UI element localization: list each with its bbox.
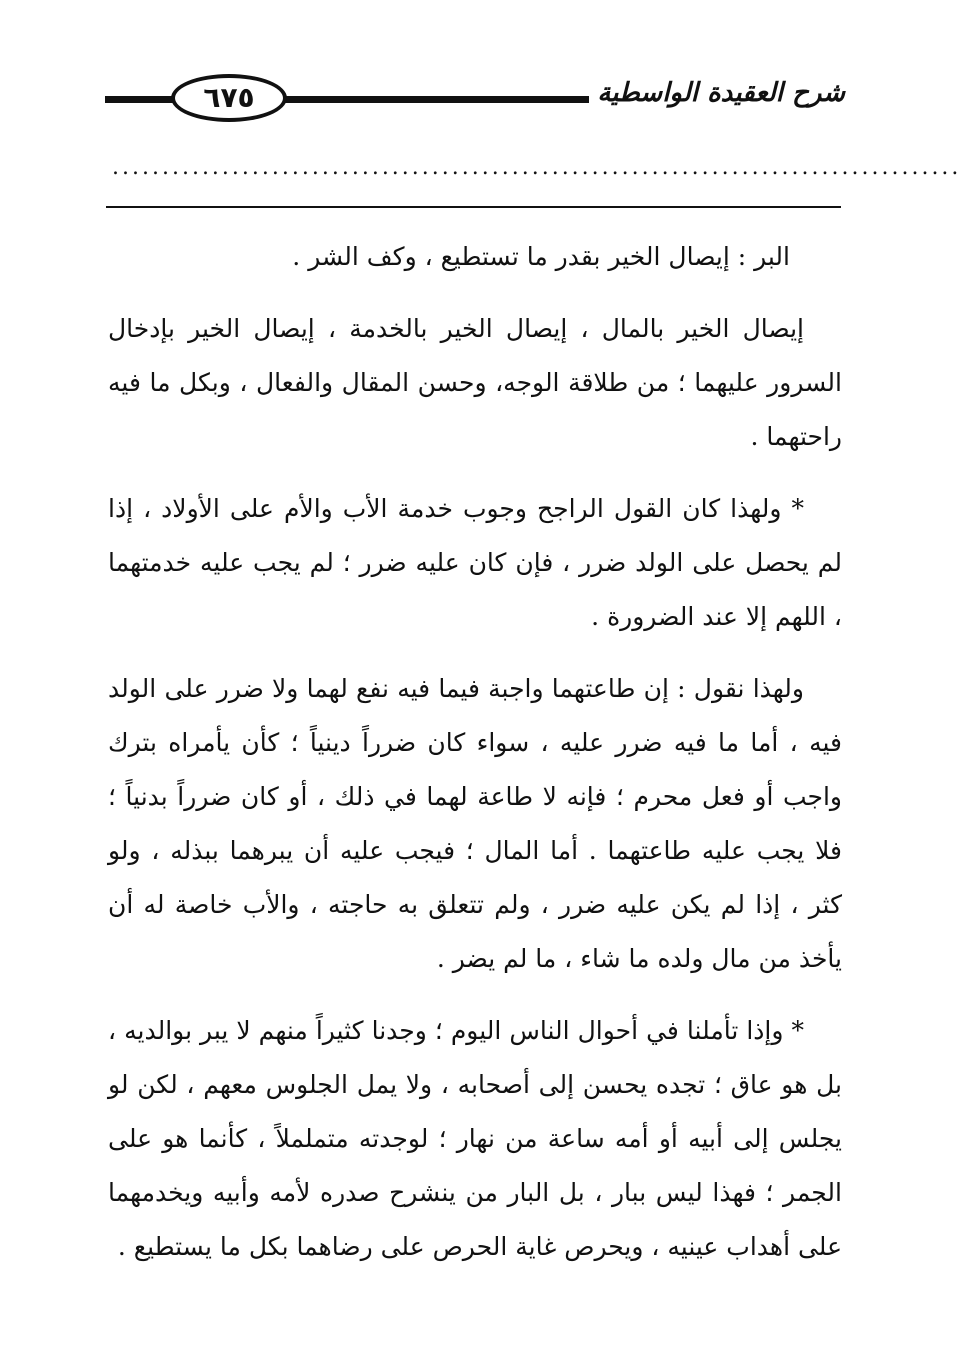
page-header [105,72,845,132]
paragraph-people-today: * وإذا تأملنا في أحوال الناس اليوم ؛ وجدنا كثيراً منهم لا يبر بوالديه ، بل هو عاق ؛ تجده يحسن إلى أصحابه ، ولا يمل الجلوس معهم ، لكن لو يجلس إلى أبيه أو أمه ساعة من نهار ؛ لوجدته متململاً ، كأنما هو على الجمر ؛ فهذا ليس ببار ، بل البار من ينشرح صدره لأمه وأبيه ويخدمهما على أهداب عينيه ، ويحرص غاية الحرص على رضاهما بكل ما يستطيع . [108,1016,842,1261]
paragraph-obedience: ولهذا نقول : إن طاعتهما واجبة فيما فيه نفع لهما ولا ضرر على الولد فيه ، أما ما فيه ضرر عليه ، سواء كان ضرراً دينياً ؛ كأن يأمراه بترك واجب أو فعل محرم ؛ فإنه لا طاعة لهما في ذلك ، أو كان ضرراً بدنياً ؛ فلا يجب عليه طاعتهما . أما المال ؛ فيجب عليه أن يبرهما ببذله ، ولو كثر ، إذا لم يكن عليه ضرر ، ولم تتعلق به حاجته ، والأب خاصة له أن يأخذ من مال ولده ما شاء ، ما لم يضر . [108,674,842,973]
paragraph-service-obligation: * ولهذا كان القول الراجح وجوب خدمة الأب والأم على الأولاد ، إذا لم يحصل على الولد ضرر ، فإن كان عليه ضرر ؛ لم يجب عليه خدمتهما ، اللهم إلا عند الضرورة . [108,494,842,631]
paragraph-definition: البر : إيصال الخير بقدر ما تستطيع ، وكف الشر . [292,242,790,271]
running-title: شرح العقيدة الواسطية [589,78,845,108]
dotted-separator: ..................................................................................... [112,155,961,180]
page-number: ٦٧٥ [171,74,287,122]
horizontal-rule [106,206,841,208]
body-text [108,230,842,1292]
paragraph-means-of-kindness: إيصال الخير بالمال ، إيصال الخير بالخدمة ، إيصال الخير بإدخال السرور عليهما ؛ من طلاقة الوجه، وحسن المقال والفعال ، وبكل ما فيه راحتهما . [108,314,842,451]
